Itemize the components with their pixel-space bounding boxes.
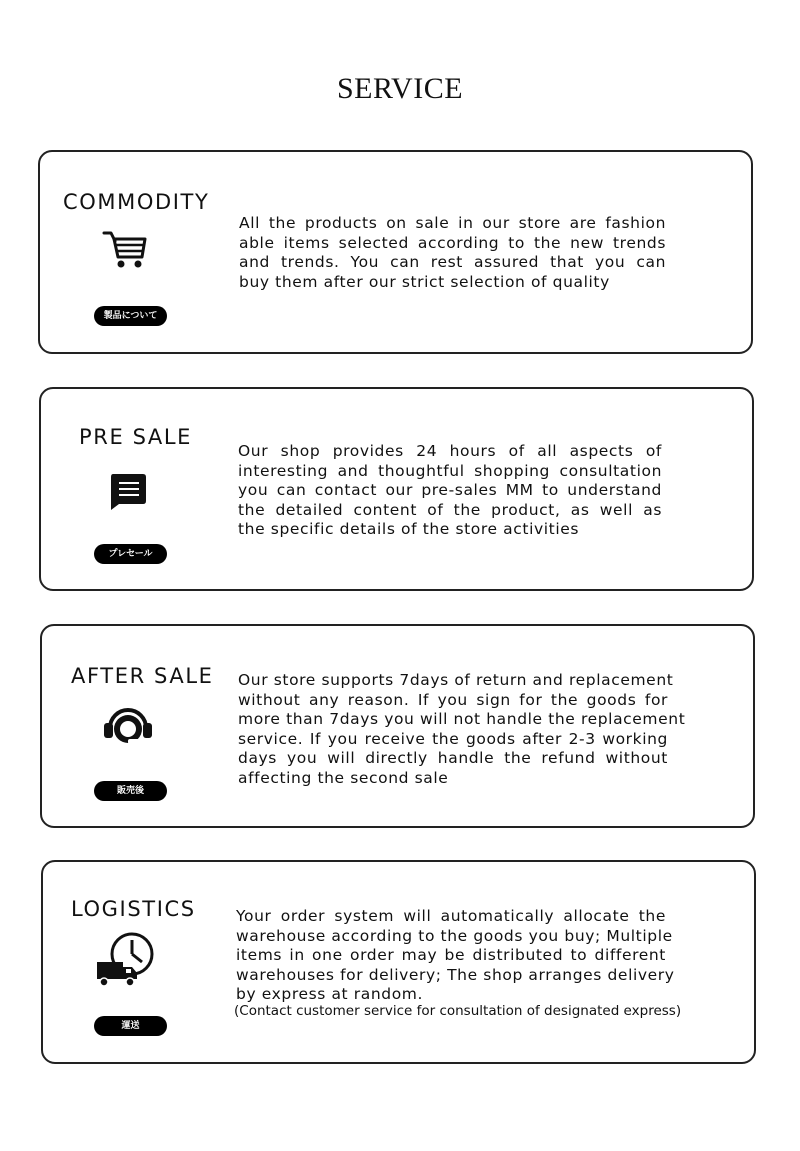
delivery-truck-clock-icon — [96, 932, 158, 990]
description-line: without any reason. If you sign for the goods for — [238, 690, 668, 709]
description-line: interesting and thoughtful shopping consultation — [238, 461, 662, 480]
description-line: affecting the second sale — [238, 768, 449, 787]
description-line: Our store supports 7days of return and replacement — [238, 671, 674, 689]
description-line: Our shop provides 24 hours of all aspects of — [238, 442, 662, 460]
card-heading-logistics: LOGISTICS — [71, 897, 196, 921]
card-heading-commodity: COMMODITY — [63, 190, 210, 214]
tag-logistics: 運送 — [94, 1016, 167, 1036]
description-line: All the products on sale in our store are fashion — [239, 214, 666, 232]
description-pre-sale — [238, 442, 662, 540]
tag-commodity: 製品について — [94, 306, 167, 326]
description-line: you can contact our pre-sales MM to understand — [238, 481, 662, 499]
description-line: buy them after our strict selection of quality — [239, 272, 610, 291]
card-heading-after-sale: AFTER SALE — [71, 664, 214, 688]
description-logistics — [236, 907, 675, 1005]
description-line: days you will directly handle the refund without — [238, 749, 668, 767]
designated-express-note: (Contact customer service for consultation of designated express) — [234, 1003, 682, 1019]
description-line: and trends. You can rest assured that you can — [239, 253, 666, 271]
page-title: SERVICE — [336, 72, 464, 105]
description-commodity — [239, 214, 666, 292]
description-line: more than 7days you will not handle the replacement — [238, 710, 686, 728]
description-line: Your order system will automatically allocate the — [236, 907, 666, 925]
description-line: by express at random. — [236, 985, 424, 1003]
headset-icon — [102, 708, 154, 748]
description-line: able items selected according to the new trends — [239, 233, 666, 252]
card-heading-pre-sale: PRE SALE — [79, 425, 193, 449]
shopping-cart-icon — [102, 230, 148, 270]
description-after-sale — [238, 671, 686, 788]
description-line: the specific details of the store activities — [238, 520, 580, 538]
chat-bubble-icon — [109, 473, 147, 511]
description-line: the detailed content of the product, as well as — [238, 500, 662, 519]
description-line: service. If you receive the goods after 2-3 working — [238, 729, 668, 748]
description-line: warehouses for delivery; The shop arranges delivery — [236, 965, 675, 984]
tag-after-sale: 販売後 — [94, 781, 167, 801]
description-line: warehouse according to the goods you buy; Multiple — [236, 926, 673, 945]
tag-pre-sale: プレセール — [94, 544, 167, 564]
description-line: items in one order may be distributed to different — [236, 946, 666, 964]
